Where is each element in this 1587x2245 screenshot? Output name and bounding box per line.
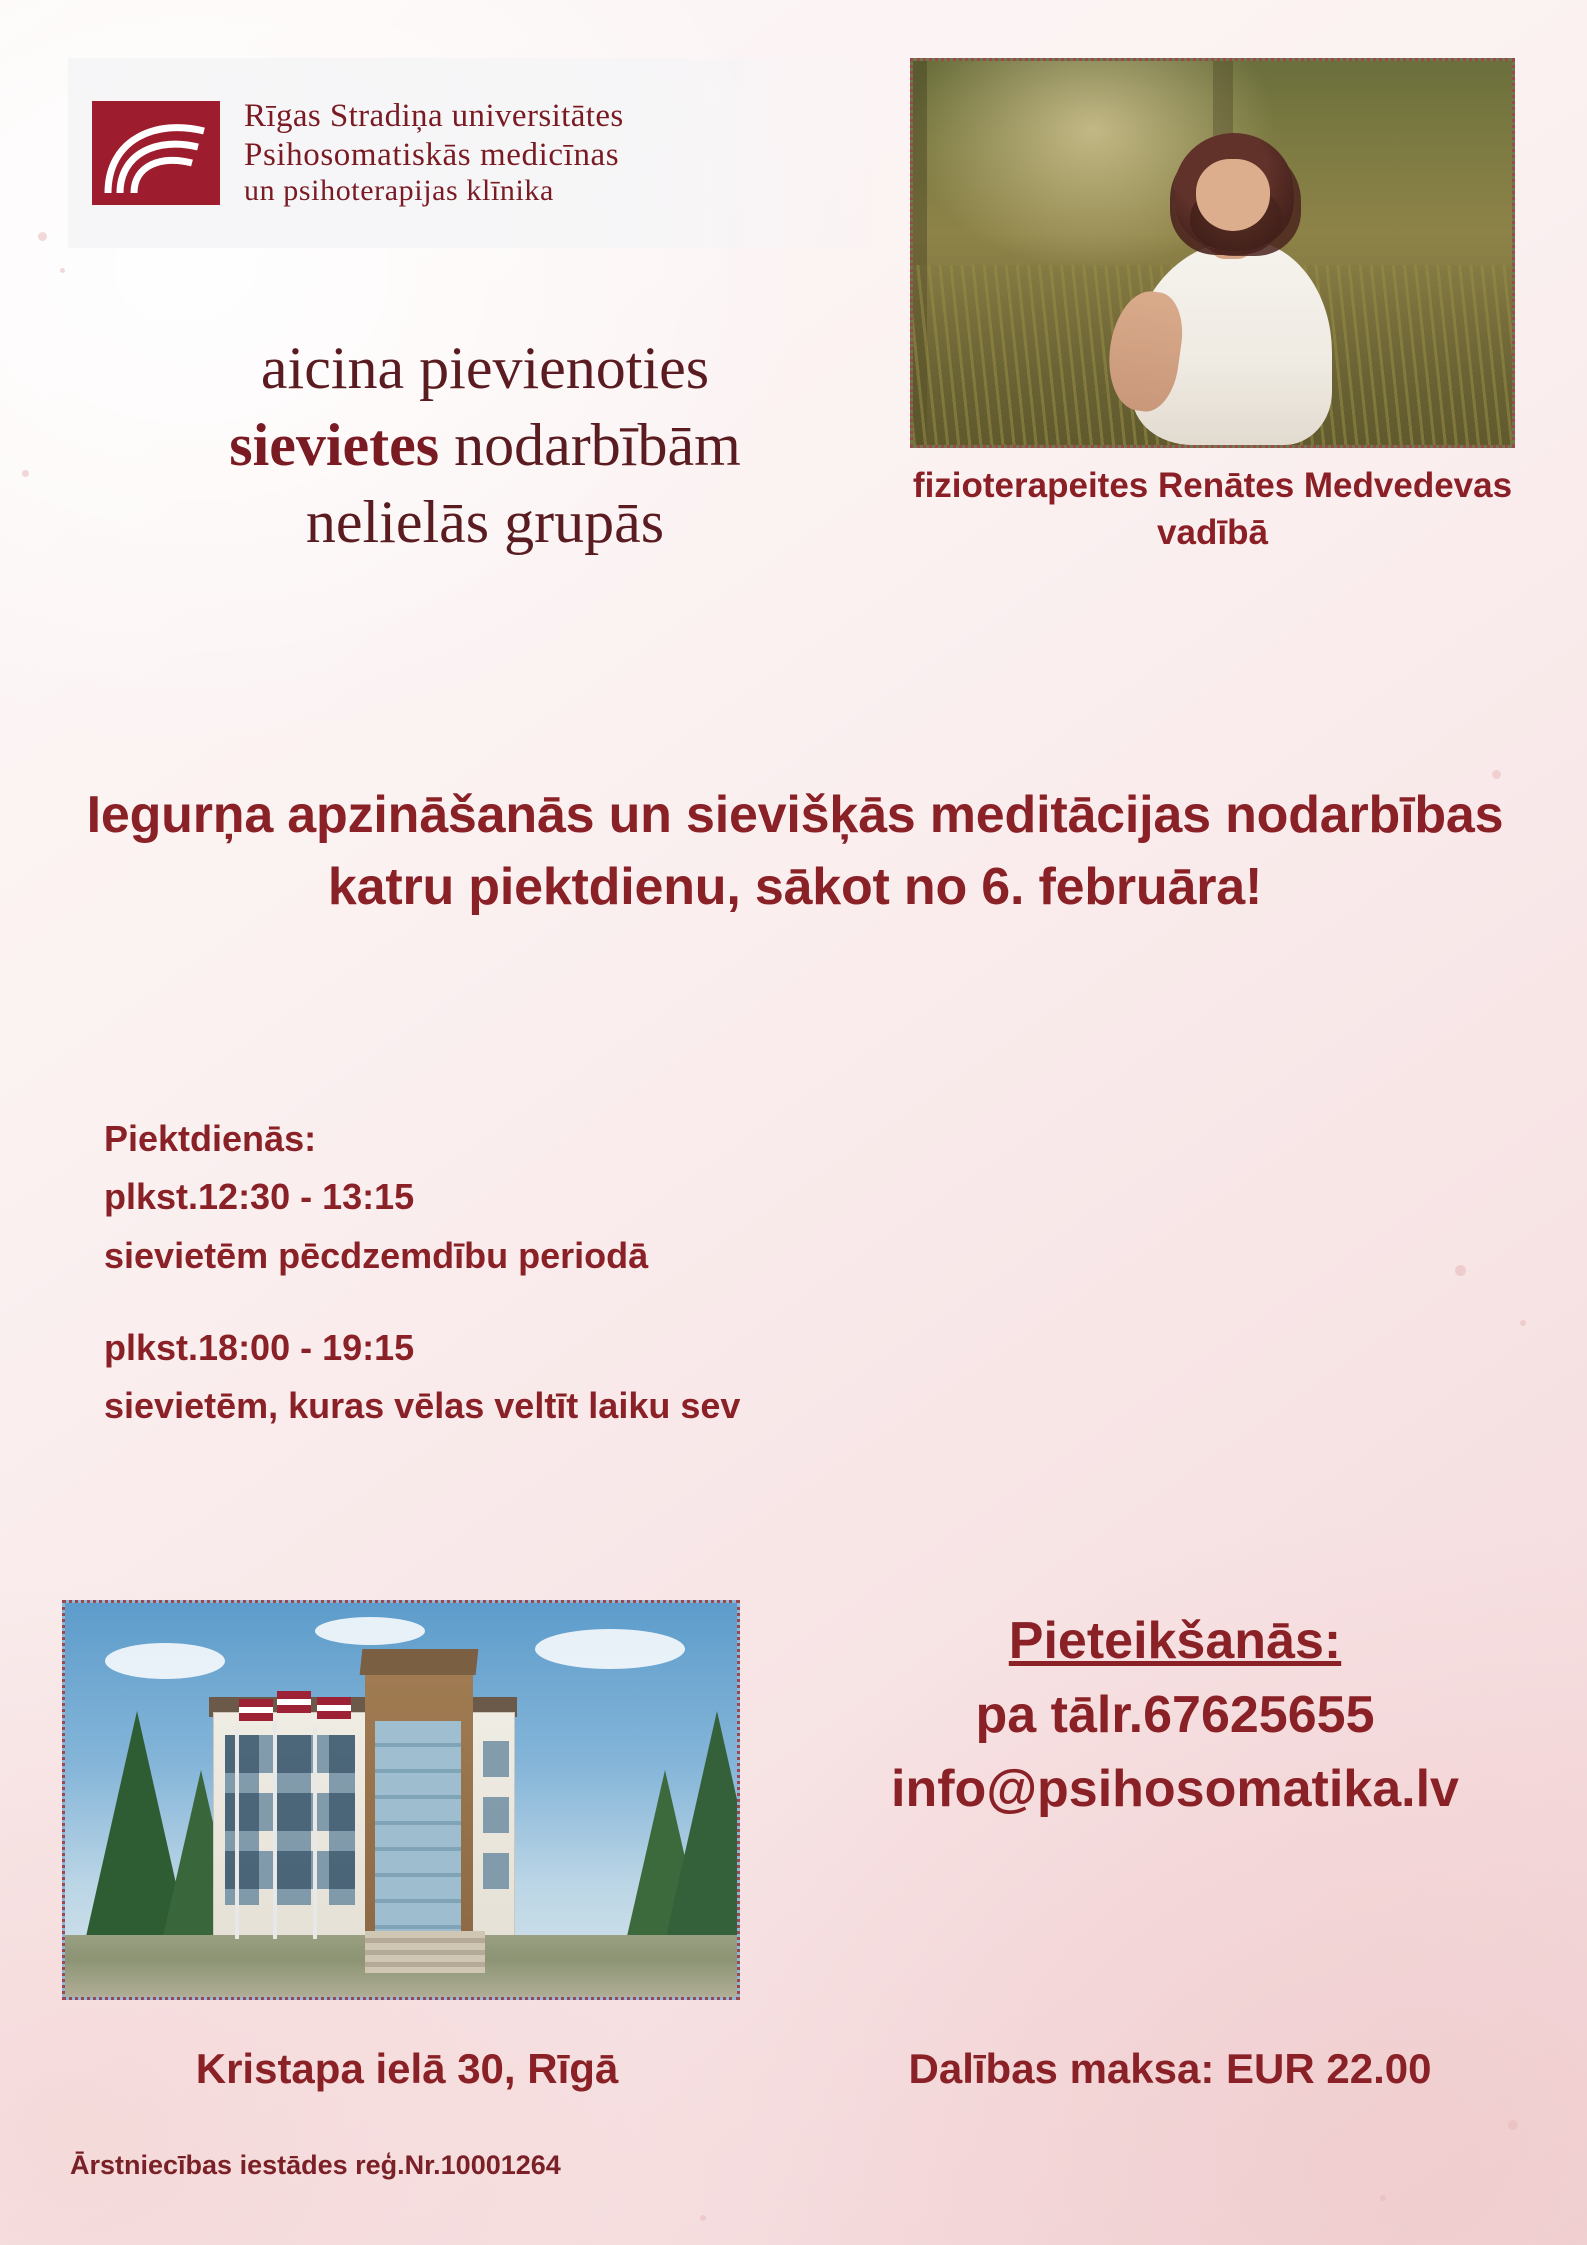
decor-speck (1520, 1320, 1526, 1326)
clinic-address: Kristapa ielā 30, Rīgā (195, 2045, 619, 2092)
portrait-figure (1098, 145, 1363, 445)
registration-number: Ārstniecības iestādes reģ.Nr.10001264 (70, 2150, 561, 2180)
portrait-caption: fizioterapeites Renātes Medvedevas vadībā (912, 466, 1513, 553)
clinic-building-photo (62, 1600, 740, 2000)
building-windows (225, 1735, 355, 1905)
decor-speck (1380, 2195, 1386, 2201)
invitation-line-2-rest: nodarbībām (439, 411, 741, 478)
building-tower-cap (360, 1649, 479, 1675)
decor-speck (1492, 770, 1501, 779)
decor-speck (700, 2215, 706, 2221)
building-flagpole (273, 1721, 277, 1939)
logo-line-3: un psihoterapijas klīnika (244, 173, 554, 207)
building-flag (277, 1691, 311, 1713)
signup-phone[interactable]: pa tālr.67625655 (975, 1685, 1375, 1744)
decor-speck (60, 268, 65, 273)
decor-speck (38, 232, 47, 241)
building-cloud (535, 1629, 685, 1669)
schedule-slot-1-time: plkst.12:30 - 13:15 (104, 1176, 415, 1218)
building-cloud (315, 1617, 425, 1645)
schedule-spacer (104, 1285, 1104, 1319)
decor-speck (1508, 2120, 1518, 2130)
organization-logo-text (244, 97, 624, 208)
invitation-heading (90, 330, 880, 560)
portrait-photo (910, 58, 1515, 448)
rsu-arch-logo-icon (90, 97, 222, 209)
logo-line-1: Rīgas Stradiņa universitātes (244, 98, 624, 135)
schedule-slot-1-description: sievietēm pēcdzemdību periodā (104, 1234, 649, 1276)
invitation-line-2 (90, 407, 880, 484)
participation-fee: Dalības maksa: EUR 22.00 (908, 2045, 1432, 2092)
signup-block (780, 1605, 1570, 1826)
decor-speck (1455, 1265, 1466, 1276)
building-flagpole (235, 1729, 239, 1939)
building-cloud (105, 1643, 225, 1679)
signup-email[interactable]: info@psihosomatika.lv (891, 1759, 1459, 1818)
invitation-line-2-strong: sievietes (229, 411, 440, 478)
schedule-slot-2-description: sievietēm, kuras vēlas veltīt laiku sev (104, 1385, 741, 1427)
building-flag (239, 1699, 273, 1721)
building-flagpole (313, 1727, 317, 1939)
building-pine-tree (665, 1711, 740, 1941)
organization-logo-block (68, 58, 878, 248)
decor-speck (22, 470, 29, 477)
page-title: Iegurņa apzināšanās un sievišķās meditācijas nodarbības katru piektdienu, sākot no 6. februāra! (86, 786, 1504, 916)
logo-line-2: Psihosomatiskās medicīnas (244, 136, 620, 173)
building-stairs (365, 1931, 485, 1973)
schedule-block (104, 1110, 1104, 1436)
building-side-windows (483, 1741, 509, 1901)
invitation-line-3: nelielās grupās (305, 488, 665, 555)
building-flag (317, 1697, 351, 1719)
portrait-face (1196, 159, 1270, 231)
building-glass-facade (375, 1721, 461, 1933)
schedule-slot-2-time: plkst.18:00 - 19:15 (104, 1326, 415, 1368)
signup-heading: Pieteikšanās: (1008, 1612, 1342, 1670)
schedule-day-label: Piektdienās: (104, 1118, 317, 1159)
invitation-line-1: aicina pievienoties (260, 335, 710, 401)
